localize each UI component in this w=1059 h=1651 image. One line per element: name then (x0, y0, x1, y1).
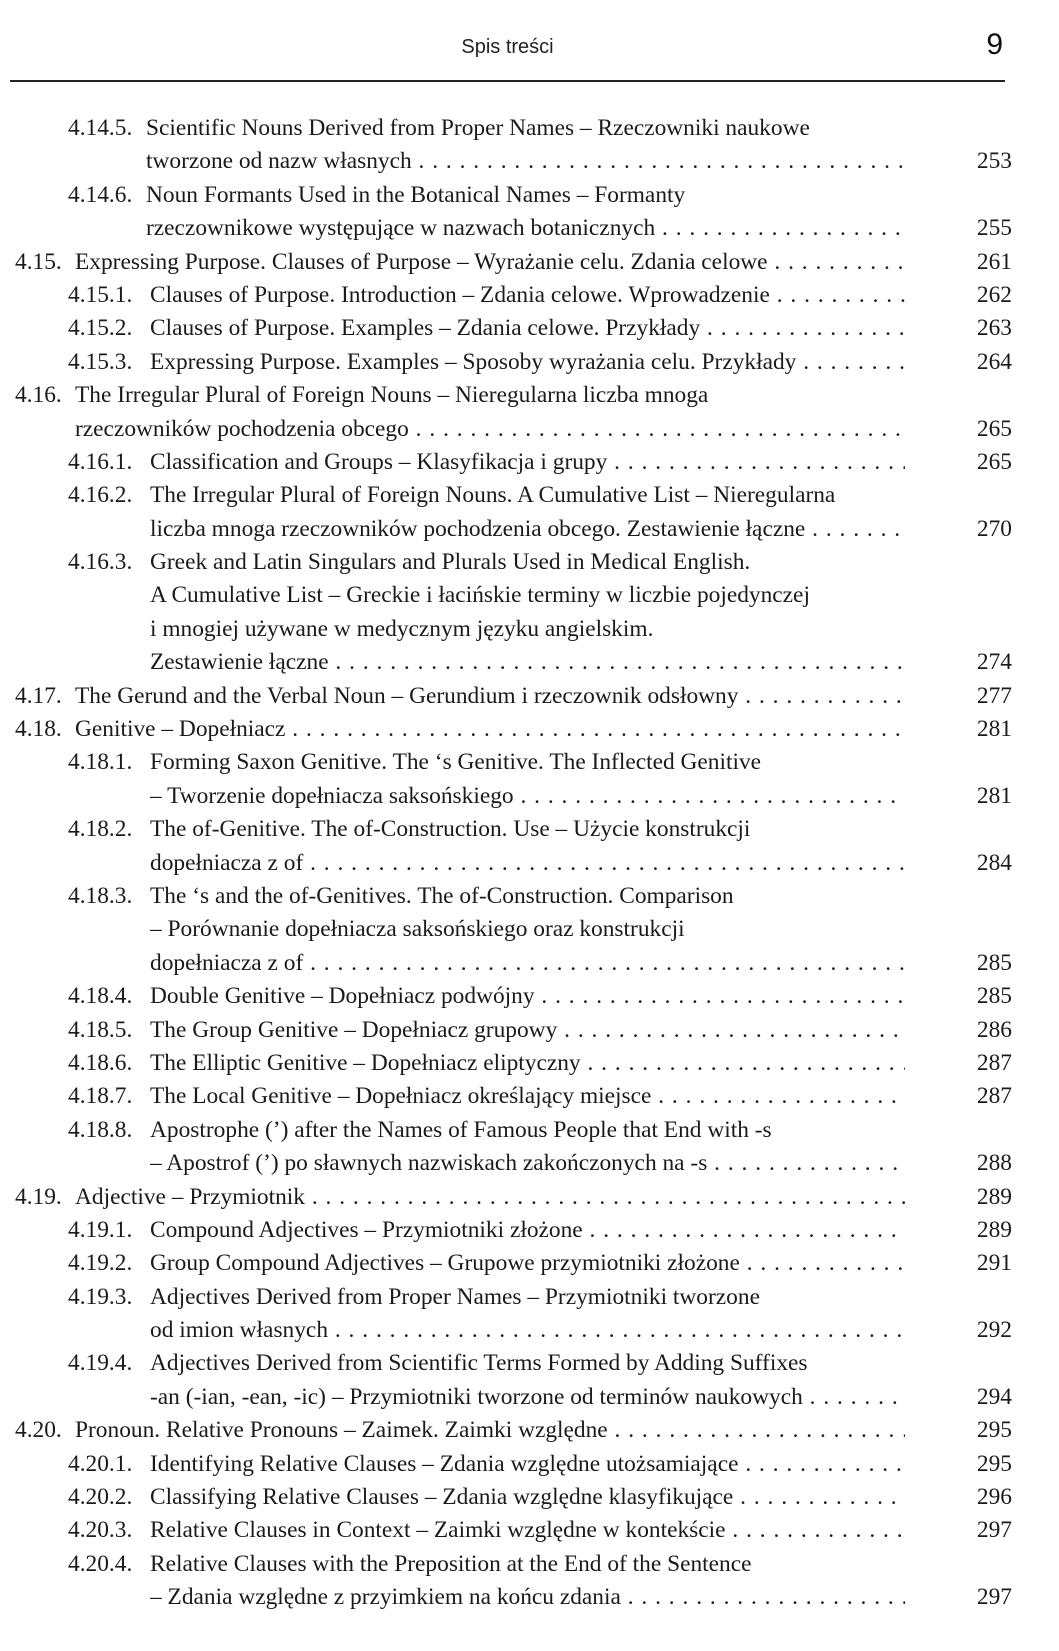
section-number: 4.19.2. (68, 1250, 133, 1277)
section-number: 4.16. (15, 382, 62, 409)
toc-entry-line (0, 1414, 1059, 1447)
section-title: Identifying Relative Clauses – Zdania względne utożsamiające . . . (150, 1448, 905, 1481)
toc-entry (0, 746, 1059, 813)
toc-entry (0, 1514, 1059, 1547)
page-ref: 263 (976, 315, 1012, 342)
section-number: 4.16.2. (68, 482, 133, 509)
page-ref: 297 (976, 1517, 1012, 1544)
section-number: 4.16.3. (68, 549, 133, 576)
section-title: – Porównanie dopełniacza saksońskiego oraz konstrukcji (150, 916, 685, 943)
toc-entry (0, 479, 1059, 546)
toc-entry (0, 980, 1059, 1013)
toc-entry (0, 312, 1059, 345)
toc-entry-line (0, 1080, 1059, 1113)
toc-entry-line (0, 112, 1059, 145)
section-title: Apostrophe (’) after the Names of Famous People that End with -s (150, 1116, 772, 1143)
toc-entry-line (0, 880, 1059, 913)
section-title: liczba mnoga rzeczowników pochodzenia obcego. Zestawienie łączne . . . (150, 513, 905, 546)
section-title: Group Compound Adjectives – Grupowe przymiotniki złożone . . . (150, 1247, 905, 1280)
toc-entry (0, 1014, 1059, 1047)
toc-entry-line (0, 1381, 1059, 1414)
section-title: dopełniacza z of . . . (150, 847, 905, 880)
section-title: The Group Genitive – Dopełniacz grupowy . . . (150, 1014, 905, 1047)
section-number: 4.15.1. (68, 281, 133, 308)
toc-entry-line (0, 513, 1059, 546)
section-title: rzeczowników pochodzenia obcego . . . (75, 413, 905, 446)
toc-entry (0, 1448, 1059, 1481)
toc-entry (0, 1181, 1059, 1214)
section-number: 4.17. (15, 682, 62, 709)
section-number: 4.20. (15, 1417, 62, 1444)
section-title: – Zdania względne z przyimkiem na końcu zdania . . . (150, 1581, 905, 1614)
section-title: Pronoun. Relative Pronouns – Zaimek. Zaimki względne . . . (75, 1414, 905, 1447)
section-number: 4.19.4. (68, 1350, 133, 1377)
toc-entry (0, 1214, 1059, 1247)
section-number: 4.20.3. (68, 1517, 133, 1544)
toc-entry (0, 1247, 1059, 1280)
page-ref: 292 (976, 1317, 1012, 1344)
toc-entry-line (0, 312, 1059, 345)
section-title: The Gerund and the Verbal Noun – Gerundium i rzeczownik odsłowny . . . (75, 680, 905, 713)
section-title: The Irregular Plural of Foreign Nouns. A Cumulative List – Nieregularna (150, 482, 836, 509)
section-number: 4.20.4. (68, 1550, 133, 1577)
toc-entry (0, 1281, 1059, 1348)
section-number: 4.19.1. (68, 1216, 133, 1243)
toc-entry (0, 1114, 1059, 1181)
section-number: 4.18.3. (68, 882, 133, 909)
section-title: Clauses of Purpose. Examples – Zdania celowe. Przykłady . . . (150, 312, 905, 345)
section-title: The Irregular Plural of Foreign Nouns – Nieregularna liczba mnoga (75, 382, 709, 409)
page-ref: 289 (976, 1183, 1012, 1210)
toc-entry-line (0, 1481, 1059, 1514)
section-title: Greek and Latin Singulars and Plurals Used in Medical English. (150, 549, 751, 576)
section-title: -an (-ian, -ean, -ic) – Przymiotniki tworzone od terminów naukowych . . . (150, 1381, 905, 1414)
page-ref: 265 (976, 448, 1012, 475)
toc-entry-line (0, 1181, 1059, 1214)
section-title: dopełniacza z of . . . (150, 947, 905, 980)
section-title: Scientific Nouns Derived from Proper Names – Rzeczowniki naukowe (146, 115, 810, 141)
toc-entry (0, 813, 1059, 880)
section-number: 4.18.4. (68, 983, 133, 1010)
toc-entry-line (0, 1314, 1059, 1347)
toc-entry (0, 246, 1059, 279)
page-ref: 253 (976, 148, 1012, 175)
section-title: Adjectives Derived from Scientific Terms Formed by Adding Suffixes (150, 1350, 808, 1377)
page-ref: 285 (976, 983, 1012, 1010)
section-title: – Apostrof (’) po sławnych nazwiskach zakończonych na -s . . . (150, 1147, 905, 1180)
page-ref: 294 (976, 1383, 1012, 1410)
section-number: 4.20.2. (68, 1484, 133, 1511)
page-ref: 255 (976, 215, 1012, 242)
page-ref: 295 (976, 1417, 1012, 1444)
toc-entry-line (0, 179, 1059, 212)
toc-entry (0, 379, 1059, 446)
toc-entry (0, 179, 1059, 246)
toc-entry (0, 713, 1059, 746)
section-title: The of-Genitive. The of-Construction. Use – Użycie konstrukcji (150, 816, 751, 843)
section-title: Adjective – Przymiotnik . . . (75, 1181, 905, 1214)
section-number: 4.20.1. (68, 1450, 133, 1477)
page-ref: 297 (976, 1584, 1012, 1611)
toc-entry-line (0, 947, 1059, 980)
toc-entry (0, 1548, 1059, 1615)
toc-entry-line (0, 246, 1059, 279)
toc-entry-line (0, 1214, 1059, 1247)
toc-entry (0, 1080, 1059, 1113)
toc-entry-line (0, 1448, 1059, 1481)
toc-entry-line (0, 1347, 1059, 1380)
toc-entry (0, 279, 1059, 312)
toc-entry-line (0, 713, 1059, 746)
toc-entry (0, 1481, 1059, 1514)
page-ref: 287 (976, 1049, 1012, 1076)
toc-entry-line (0, 1014, 1059, 1047)
section-number: 4.18.6. (68, 1049, 133, 1076)
toc-entry-line (0, 1548, 1059, 1581)
section-title: rzeczownikowe występujące w nazwach botanicznych . . . (146, 212, 905, 245)
section-title: Clauses of Purpose. Introduction – Zdania celowe. Wprowadzenie . . . (150, 279, 905, 312)
section-number: 4.18.7. (68, 1083, 133, 1110)
table-of-contents (0, 112, 1059, 1615)
toc-entry-line (0, 613, 1059, 646)
section-title: Double Genitive – Dopełniacz podwójny . . . (150, 980, 905, 1013)
page-header (10, 18, 1005, 82)
section-title: Genitive – Dopełniacz . . . (75, 713, 905, 746)
toc-entry-line (0, 913, 1059, 946)
section-title: Forming Saxon Genitive. The ‘s Genitive. The Inflected Genitive (150, 749, 762, 776)
toc-entry (0, 112, 1059, 179)
toc-entry-line (0, 479, 1059, 512)
toc-entry-line (0, 980, 1059, 1013)
toc-entry-line (0, 1247, 1059, 1280)
section-number: 4.16.1. (68, 448, 133, 475)
toc-entry (0, 1414, 1059, 1447)
page-ref: 281 (976, 716, 1012, 743)
page-ref: 295 (976, 1450, 1012, 1477)
toc-entry-line (0, 746, 1059, 779)
section-number: 4.19.3. (68, 1283, 133, 1310)
page-ref: 281 (976, 782, 1012, 809)
section-number: 4.15.3. (68, 348, 133, 375)
page-ref: 288 (976, 1150, 1012, 1177)
toc-entry-line (0, 446, 1059, 479)
toc-entry-line (0, 1114, 1059, 1147)
toc-entry-line (0, 1281, 1059, 1314)
section-title: i mnogiej używane w medycznym języku angielskim. (150, 615, 654, 642)
toc-entry-line (0, 145, 1059, 178)
page-ref: 277 (976, 682, 1012, 709)
page-number: 9 (986, 28, 1003, 61)
toc-entry-line (0, 1047, 1059, 1080)
toc-entry-line (0, 1147, 1059, 1180)
page-ref: 296 (976, 1484, 1012, 1511)
section-title: A Cumulative List – Greckie i łacińskie terminy w liczbie pojedynczej (150, 582, 810, 609)
section-number: 4.18.8. (68, 1116, 133, 1143)
toc-entry-line (0, 379, 1059, 412)
toc-entry-line (0, 1581, 1059, 1614)
toc-entry-line (0, 680, 1059, 713)
page-ref: 291 (976, 1250, 1012, 1277)
section-number: 4.15. (15, 248, 62, 275)
section-title: Noun Formants Used in the Botanical Names – Formanty (146, 181, 686, 208)
toc-entry-line (0, 413, 1059, 446)
toc-entry (0, 546, 1059, 680)
section-title: Classifying Relative Clauses – Zdania względne klasyfikujące . . . (150, 1481, 905, 1514)
toc-entry-line (0, 579, 1059, 612)
section-number: 4.18.1. (68, 749, 133, 776)
section-number: 4.14.5. (68, 115, 133, 141)
toc-entry (0, 1347, 1059, 1414)
page-ref: 264 (976, 348, 1012, 375)
section-number: 4.14.6. (68, 181, 133, 208)
page-ref: 270 (976, 515, 1012, 542)
section-title: Expressing Purpose. Examples – Sposoby wyrażania celu. Przykłady . . . (150, 346, 905, 379)
section-title: Compound Adjectives – Przymiotniki złożone . . . (150, 1214, 905, 1247)
section-title: Zestawienie łączne . . . (150, 646, 905, 679)
page-ref: 285 (976, 949, 1012, 976)
page-ref: 261 (976, 248, 1012, 275)
section-title: – Tworzenie dopełniacza saksońskiego . . . (150, 780, 905, 813)
toc-entry-line (0, 346, 1059, 379)
toc-entry-line (0, 279, 1059, 312)
toc-entry (0, 680, 1059, 713)
section-number: 4.18. (15, 716, 62, 743)
section-title: Adjectives Derived from Proper Names – Przymiotniki tworzone (150, 1283, 760, 1310)
section-title: The Elliptic Genitive – Dopełniacz eliptyczny . . . (150, 1047, 905, 1080)
section-title: Expressing Purpose. Clauses of Purpose – Wyrażanie celu. Zdania celowe . . . (75, 246, 905, 279)
toc-entry-line (0, 646, 1059, 679)
toc-entry-line (0, 847, 1059, 880)
section-title: The Local Genitive – Dopełniacz określający miejsce . . . (150, 1080, 905, 1113)
section-title: Relative Clauses in Context – Zaimki względne w kontekście . . . (150, 1514, 905, 1547)
section-title: od imion własnych . . . (150, 1314, 905, 1347)
section-number: 4.18.5. (68, 1016, 133, 1043)
page-ref: 262 (976, 281, 1012, 308)
toc-entry-line (0, 546, 1059, 579)
toc-entry (0, 446, 1059, 479)
toc-entry-line (0, 1514, 1059, 1547)
toc-entry-line (0, 780, 1059, 813)
toc-entry-line (0, 813, 1059, 846)
section-title: Classification and Groups – Klasyfikacja i grupy . . . (150, 446, 905, 479)
toc-entry-line (0, 212, 1059, 245)
page-ref: 265 (976, 415, 1012, 442)
page-ref: 289 (976, 1216, 1012, 1243)
section-number: 4.18.2. (68, 816, 133, 843)
section-number: 4.15.2. (68, 315, 133, 342)
page-ref: 287 (976, 1083, 1012, 1110)
section-title: The ‘s and the of-Genitives. The of-Construction. Comparison (150, 882, 734, 909)
running-title: Spis treści (461, 36, 554, 58)
toc-entry (0, 880, 1059, 980)
section-title: tworzone od nazw własnych . . . (146, 145, 905, 178)
section-number: 4.19. (15, 1183, 62, 1210)
page-ref: 286 (976, 1016, 1012, 1043)
toc-entry (0, 346, 1059, 379)
page-ref: 284 (976, 849, 1012, 876)
page-ref: 274 (976, 649, 1012, 676)
toc-entry (0, 1047, 1059, 1080)
section-title: Relative Clauses with the Preposition at the End of the Sentence (150, 1550, 752, 1577)
